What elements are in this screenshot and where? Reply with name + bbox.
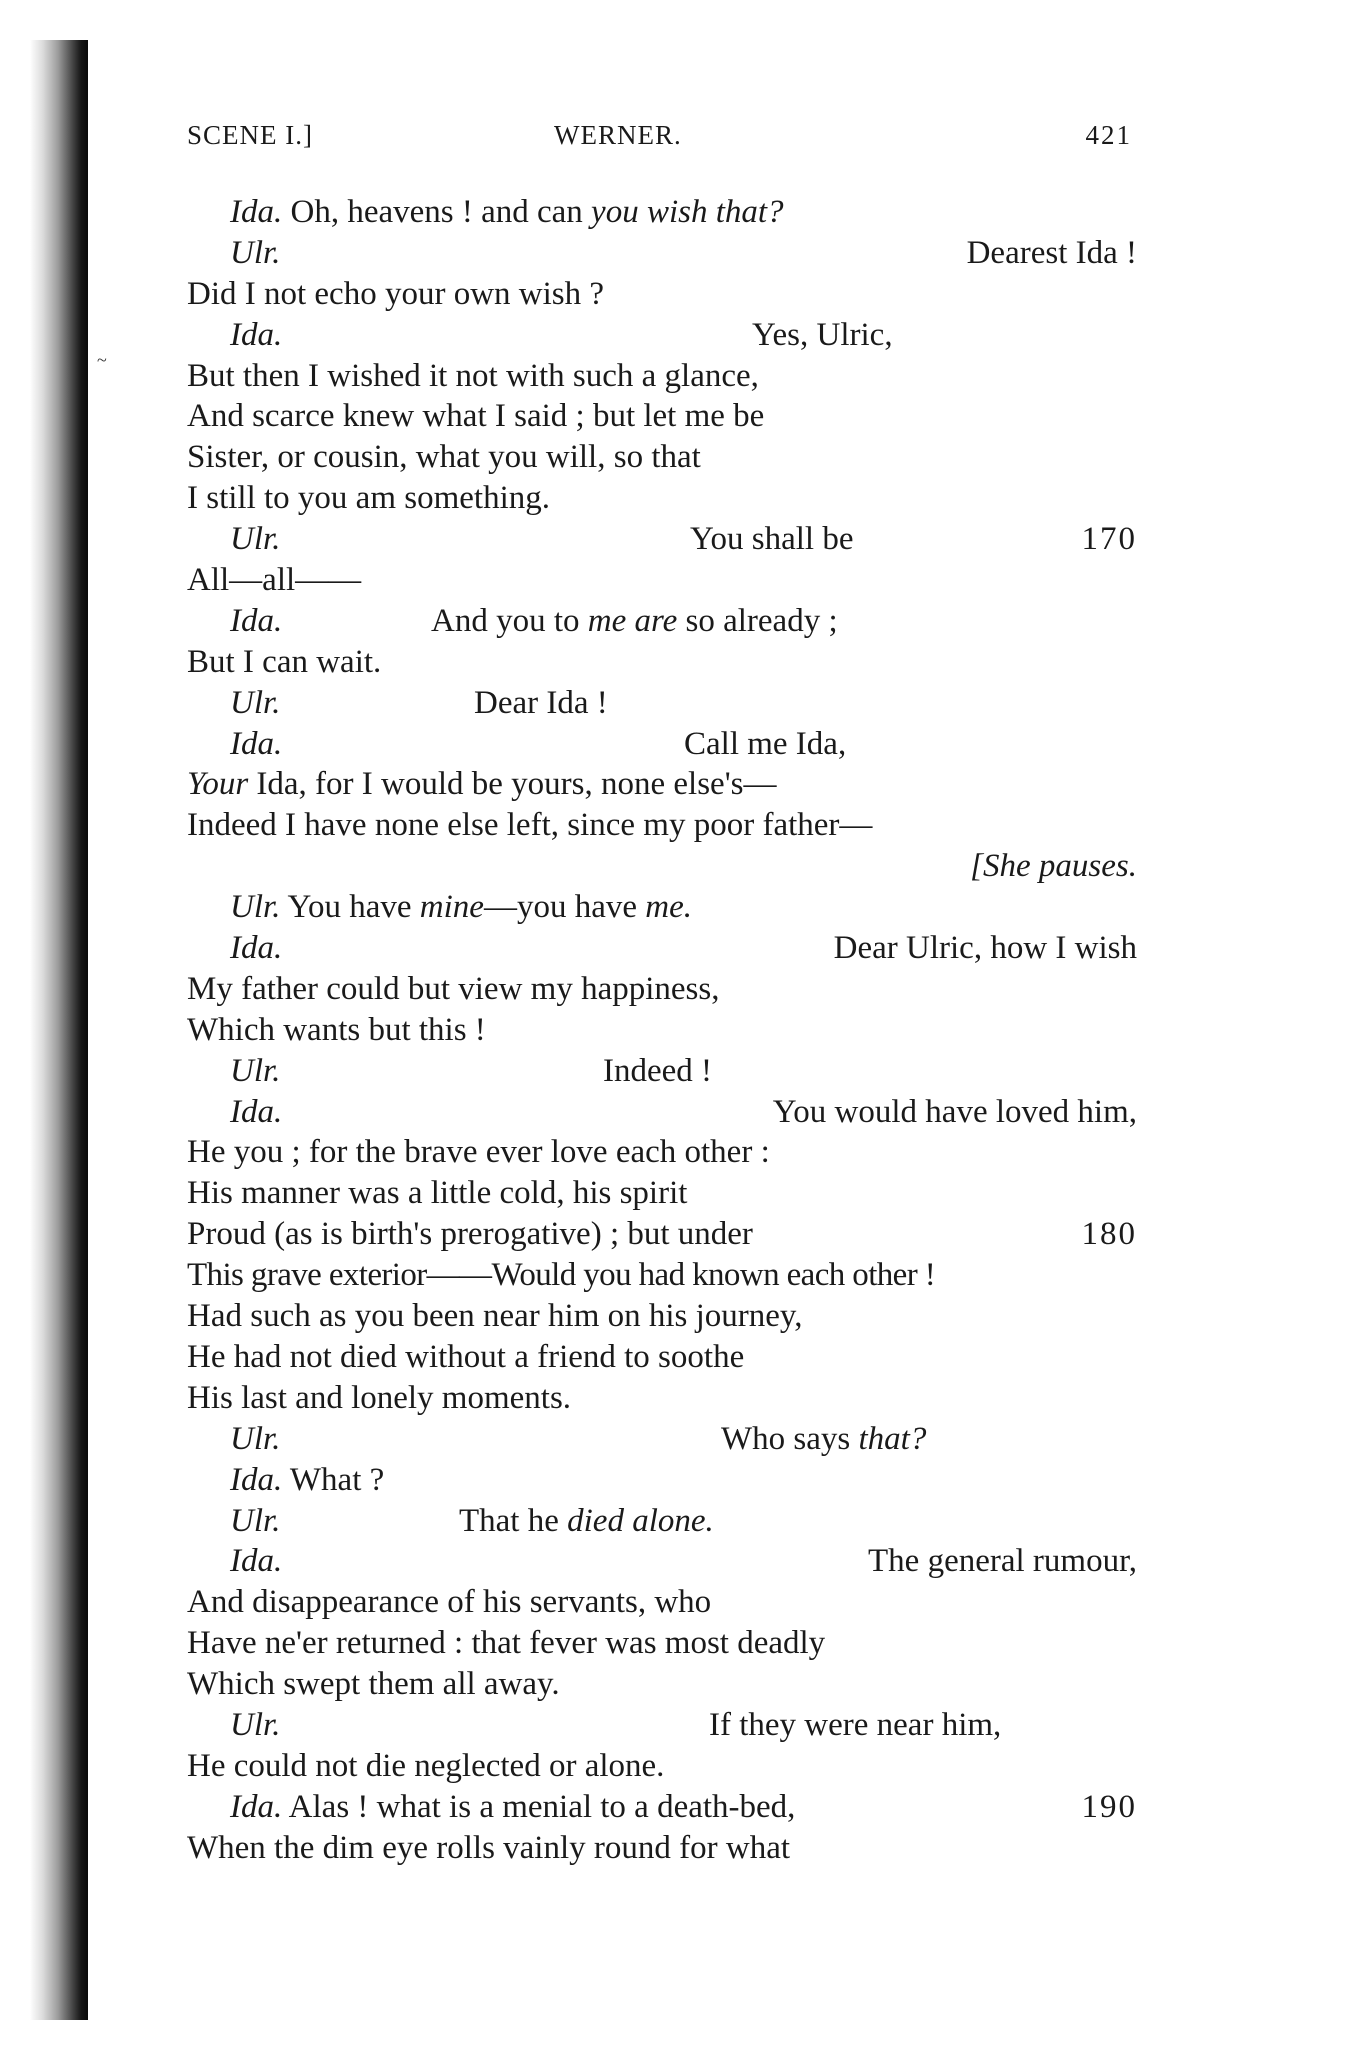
verse-line [187,1173,1137,1214]
verse-line [187,478,1137,519]
line-text: Indeed ! [603,1052,713,1089]
speaker-name: Ulr. [230,684,281,721]
speaker-name: Ida. [230,1461,283,1498]
emphasis-text: died alone. [567,1502,714,1539]
verse-line [187,1051,1137,1092]
line-text: Dearest Ida ! [966,234,1137,271]
line-text: The general rumour, [868,1543,1137,1580]
line-text: His last and lonely moments. [187,1379,572,1416]
verse-line [187,764,1137,805]
verse-line [187,1378,1137,1419]
line-text: Did I not echo your own wish ? [187,275,605,312]
verse-line [187,560,1137,601]
line-text: But then I wished it not with such a glance, [187,357,759,394]
verse-line [187,315,1137,356]
verse-text [187,192,1137,1869]
running-header [187,120,1132,160]
speaker-name: Ulr. [230,1502,281,1539]
speaker-name: Ulr. [230,234,281,271]
verse-line [187,356,1137,397]
line-text: Indeed I have none else left, since my poor father— [187,807,873,844]
line-text: You shall be [690,521,854,558]
line-text: Proud (as is birth's prerogative) ; but under [187,1216,753,1253]
speaker-name: Ida. [230,930,283,967]
verse-line [187,1419,1137,1460]
play-title: WERNER. [554,120,682,150]
speaker-name: Ulr. [230,1420,281,1457]
emphasis-text: Your [187,766,249,803]
line-text: All—all—— [187,562,362,599]
speaker-name: Ida. [230,194,283,230]
verse-line [187,1787,1137,1828]
line-text: When the dim eye rolls vainly round for what [187,1829,791,1866]
line-text: Yes, Ulric, [752,316,893,353]
emphasis-text: me are [587,602,678,639]
speaker-name: Ulr. [230,1706,281,1743]
line-text: He could not die neglected or alone. [187,1747,665,1784]
line-text: I still to you am something. [187,480,550,517]
line-text: Ida, for I would be yours, none else's— [248,766,777,803]
verse-line [187,846,1137,887]
verse-line [187,274,1137,315]
verse-line [187,1828,1137,1869]
line-text: This grave exterior——Would you had known each other ! [187,1257,936,1294]
verse-line [187,437,1137,478]
verse-line [187,519,1137,560]
line-text: Dear Ida ! [474,684,608,721]
line-text: He had not died without a friend to soothe [187,1338,745,1375]
verse-line [187,642,1137,683]
line-text: Have ne'er returned : that fever was most deadly [187,1625,826,1662]
line-text: He you ; for the brave ever love each other : [187,1134,770,1171]
speaker-name: Ida. [230,316,283,353]
verse-line [187,1296,1137,1337]
speaker-name: Ida. [230,1788,283,1825]
line-text: Call me Ida, [684,725,847,762]
verse-line [187,1664,1137,1705]
line-number: 170 [1081,521,1137,558]
line-text: Oh, heavens ! and can [282,194,592,230]
speaker-name: Ida. [230,602,283,639]
verse-line [187,396,1137,437]
line-number: 180 [1081,1216,1137,1253]
verse-line [187,683,1137,724]
verse-line [187,1582,1137,1623]
verse-line [187,1623,1137,1664]
verse-line [187,1010,1137,1051]
speaker-name: Ida. [230,725,283,762]
line-text: And disappearance of his servants, who [187,1584,712,1621]
verse-line [187,969,1137,1010]
line-text: That he [459,1502,568,1539]
verse-line [187,1541,1137,1582]
page-number: 421 [1085,120,1132,150]
line-text: And you to [431,602,588,639]
verse-line [187,1337,1137,1378]
verse-line [187,1460,1137,1501]
line-text: Who says [721,1420,859,1457]
verse-line [187,928,1137,969]
line-text: You have [280,889,420,926]
emphasis-text: me. [645,889,692,926]
line-text: But I can wait. [187,643,382,680]
verse-line [187,1746,1137,1787]
verse-line [187,601,1137,642]
emphasis-text: that? [858,1420,927,1457]
speaker-name: Ulr. [230,889,281,926]
verse-line [187,1255,1137,1296]
verse-line [187,1132,1137,1173]
verse-line [187,1092,1137,1133]
line-text: Alas ! what is a menial to a death-bed, [282,1788,796,1825]
verse-line [187,1705,1137,1746]
line-text: And scarce knew what I said ; but let me be [187,398,765,435]
line-text: so already ; [677,602,838,639]
stage-direction: [She pauses. [970,848,1137,885]
verse-line [187,1501,1137,1542]
margin-mark: ~ [97,350,107,370]
speaker-name: Ida. [230,1093,283,1130]
line-text: You would have loved him, [772,1093,1137,1130]
line-number: 190 [1081,1788,1137,1825]
verse-line [187,724,1137,765]
line-text: What ? [282,1461,385,1498]
verse-line [187,887,1137,928]
line-text: Which swept them all away. [187,1666,560,1703]
speaker-name: Ulr. [230,521,281,558]
verse-line [187,192,1137,233]
speaker-name: Ida. [230,1543,283,1580]
line-text: My father could but view my happiness, [187,970,720,1007]
emphasis-text: you wish that? [591,194,784,230]
verse-line [187,1214,1137,1255]
scene-label: SCENE I.] [187,120,313,150]
line-text: —you have [483,889,646,926]
line-text: If they were near him, [709,1706,1002,1743]
line-text: Had such as you been near him on his journey, [187,1298,803,1335]
verse-line [187,805,1137,846]
line-text: Sister, or cousin, what you will, so that [187,439,701,476]
emphasis-text: mine [419,889,484,926]
verse-line [187,233,1137,274]
line-text: Dear Ulric, how I wish [833,930,1137,967]
speaker-name: Ulr. [230,1052,281,1089]
line-text: His manner was a little cold, his spirit [187,1175,688,1212]
line-text: Which wants but this ! [187,1011,486,1048]
